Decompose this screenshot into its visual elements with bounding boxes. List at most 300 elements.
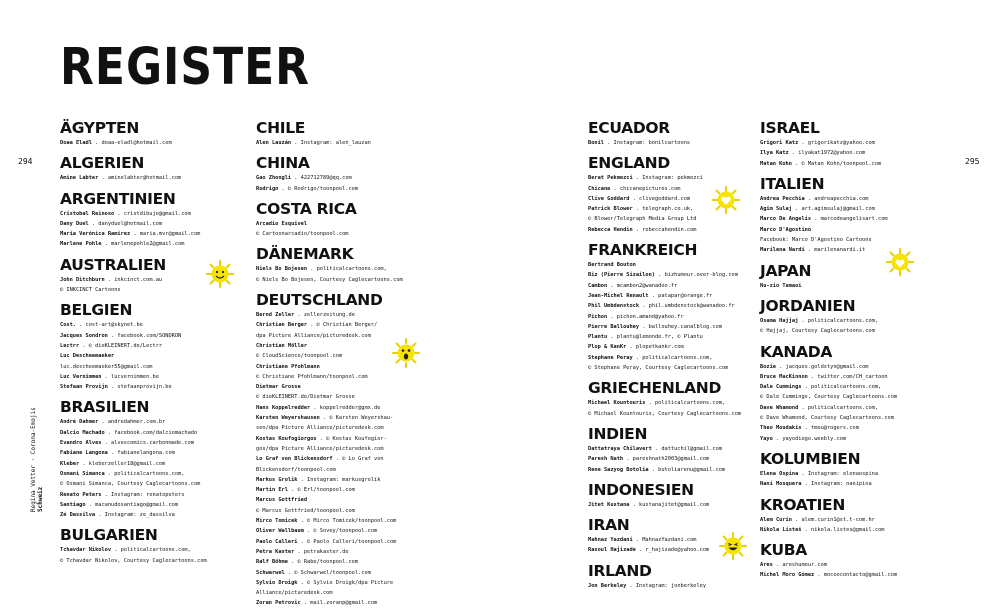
artist-contact: politicalcartoons.com, bbox=[642, 354, 713, 361]
artist-entry: María Verónica Ramírez . maria.mvr@gmail.com bbox=[60, 231, 201, 238]
artist-entry: Agim Sulaj . art.agimsulaj@gmail.com bbox=[760, 206, 875, 213]
page-title: REGISTER bbox=[60, 38, 311, 97]
artist-entry: Bonil . Instagram: bonilcartoons bbox=[588, 140, 691, 146]
artist-contact: pichon.amand@yahoo.fr bbox=[616, 313, 684, 320]
artist-entry bbox=[60, 351, 225, 361]
artist-name: Osmani Simanca bbox=[60, 470, 105, 477]
emoji-credit bbox=[30, 407, 44, 512]
artist-name: Chicane bbox=[588, 185, 611, 192]
artist-entry bbox=[256, 444, 421, 454]
artist-entry: Paolo Calleri . © Paolo Calleri/toonpool.com bbox=[256, 538, 397, 545]
artist-entry: Rebecca Hendin . rebeccahendin.com bbox=[588, 226, 697, 233]
artist-contact: patapar@orange.fr bbox=[658, 292, 713, 299]
country-heading: ÄGYPTEN bbox=[60, 119, 139, 137]
artist-entry bbox=[256, 506, 421, 516]
artist-contact: Facebook: Marco D'Agostino Cartoons bbox=[760, 237, 872, 244]
artist-contact: © Dave Whamond, Courtesy Caglecartoons.com bbox=[760, 415, 894, 422]
artist-contact: inkcinct.com.au bbox=[114, 276, 163, 283]
artist-name: Theo Moudakis bbox=[760, 425, 802, 432]
country-section bbox=[760, 120, 925, 169]
artist-contact: alvescomics.carbonmade.com bbox=[111, 440, 194, 447]
artist-name: Paolo Calleri bbox=[256, 538, 298, 545]
artist-contact: grigorikatz@yahoo.com bbox=[807, 140, 875, 146]
artist-entry: Andrea Pecchia . andreapecchia.com bbox=[760, 195, 869, 202]
artist-name: Tchavdar Nikolov bbox=[60, 547, 112, 554]
artist-entry: Martin Erl . © Erl/toonpool.com bbox=[256, 487, 355, 494]
artist-contact: petrakaster.de bbox=[303, 548, 349, 555]
artist-entry: Bruce MacKinnon . twitter.com/CH_cartoon bbox=[760, 373, 888, 380]
artist-name: Hans Koppelredder bbox=[256, 404, 311, 411]
artist-name: Pichon bbox=[588, 313, 608, 320]
artist-entry: Theo Moudakis . tmou@rogers.com bbox=[760, 425, 859, 432]
country-heading: COSTA RICA bbox=[256, 199, 357, 218]
artist-entry bbox=[256, 275, 421, 285]
artist-name: Lectrr bbox=[60, 342, 80, 349]
artist-contact: mcambon2@wanadoo.fr bbox=[616, 282, 678, 289]
artist-contact: © CloudScience/toonpool.com bbox=[256, 353, 343, 360]
country-heading: ITALIEN bbox=[760, 174, 825, 193]
artist-contact: zellerzeitung.de bbox=[303, 312, 355, 319]
artist-entry bbox=[60, 362, 225, 372]
country-heading: BELGIEN bbox=[60, 301, 133, 320]
artist-name: Bruce MacKinnon bbox=[760, 373, 808, 380]
artist-contact: Instagram: ze_dassilva bbox=[104, 512, 175, 519]
artist-contact: © Michael Kountouris, Courtesy Caglecartoons.com bbox=[588, 410, 742, 417]
country-section bbox=[60, 257, 225, 296]
artist-contact: dpa Picture Alliance/picturedesk.com bbox=[256, 332, 371, 339]
artist-entry: Marilena Nardi . marilenanardi.it bbox=[760, 247, 866, 254]
artist-entry: Nikola Listeš . nikola.listes@gmail.com bbox=[760, 526, 885, 533]
artist-name: Jitet Kustana bbox=[588, 501, 630, 508]
country-heading: GRIECHENLAND bbox=[588, 379, 722, 398]
artist-contact: yayodiego.weebly.com bbox=[782, 435, 847, 442]
artist-name: Michel Moro Gómez bbox=[760, 572, 815, 579]
artist-contact: mail.zoranp@gmail.com bbox=[310, 600, 378, 607]
artist-contact: kustanajitet@gmail.com bbox=[639, 501, 710, 508]
artist-contact: facebook.com/dalciomachado bbox=[114, 429, 198, 436]
country-heading: DÄNEMARK bbox=[256, 245, 354, 264]
country-section bbox=[60, 527, 225, 566]
country-section bbox=[588, 426, 753, 475]
artist-contact: Instagram: alen_lauzan bbox=[300, 140, 371, 146]
artist-name: Rasoul Hajizade bbox=[588, 547, 636, 554]
artist-entry bbox=[256, 229, 421, 239]
artist-entry: Christian Berger . © Christian Berger/ bbox=[256, 322, 378, 329]
artist-name: Santiago bbox=[60, 501, 86, 508]
artist-entry: Marco De Angelis . marcodeangelisart.com bbox=[760, 216, 888, 223]
register-column-1 bbox=[60, 120, 225, 573]
artist-contact: plantu@lemonde.fr, © Plantu bbox=[616, 334, 703, 341]
artist-entry bbox=[588, 363, 753, 373]
artist-name: Martin Erl bbox=[256, 487, 288, 494]
artist-contact: luc.descheemaeker55@gmail.com bbox=[60, 363, 153, 370]
corona-emoji-heart-eyes-icon bbox=[886, 248, 914, 276]
artist-name: Bonil bbox=[588, 140, 604, 146]
artist-contact: clivegoddard.com bbox=[639, 195, 691, 202]
artist-contact: mocoocontacto@gmail.com bbox=[823, 572, 898, 579]
artist-name: Jon Berkeley bbox=[588, 582, 627, 589]
artist-contact: © dieKLEINERT.de/Lectrr bbox=[88, 342, 163, 349]
artist-contact: sen/dpa Picture Alliance/picturedesk.com bbox=[256, 425, 384, 432]
artist-contact: politicalcartoons.com, bbox=[316, 266, 387, 273]
corona-emoji-laughing-icon bbox=[718, 532, 748, 560]
artist-name: Bozie bbox=[760, 363, 776, 370]
artist-name: Jacques Sondron bbox=[60, 332, 108, 339]
artist-contact: alem.curin1@st.t-com.hr bbox=[801, 516, 875, 523]
corona-emoji-shocked-icon bbox=[392, 338, 420, 368]
artist-contact: rebeccahendin.com bbox=[642, 226, 697, 233]
country-section bbox=[60, 155, 225, 183]
artist-entry: Ilya Katz . ilyakat1972@yahoo.com bbox=[760, 150, 866, 157]
artist-entry bbox=[760, 326, 925, 336]
artist-contact: art.agimsulaj@gmail.com bbox=[801, 206, 875, 213]
artist-entry: Jitet Kustana . kustanajitet@gmail.com bbox=[588, 501, 710, 508]
artist-entry: Nani Mosquera . Instagram: nanipina bbox=[760, 481, 872, 488]
artist-entry: Hans Koppelredder . koppelredder@gmx.de bbox=[256, 404, 381, 411]
artist-entry bbox=[60, 479, 225, 489]
country-heading: JAPAN bbox=[760, 261, 812, 280]
artist-entry: Bernd Zeller . zellerzeitung.de bbox=[256, 312, 355, 319]
artist-name: Cost. bbox=[60, 322, 76, 329]
artist-entry bbox=[256, 392, 421, 402]
artist-name: Marcus Gottfried bbox=[256, 497, 308, 504]
artist-contact: © Rodrigo/toonpool.com bbox=[287, 185, 359, 192]
artist-name: Cambon bbox=[588, 282, 608, 289]
artist-contact: aminelabter@hotmail.com bbox=[107, 175, 182, 182]
artist-entry: Alen Lauzán . Instagram: alen_lauzan bbox=[256, 140, 371, 146]
artist-name: Sylvio Droigk bbox=[256, 579, 298, 586]
artist-name: Nani Mosquera bbox=[760, 481, 802, 488]
artist-name: Ares bbox=[760, 562, 773, 569]
artist-contact: © Schwarwel/toonpool.com bbox=[294, 569, 371, 576]
artist-contact: doaa-eladl@hotmail.com bbox=[101, 140, 172, 146]
artist-entry: Jean-Michel Renault . patapar@orange.fr bbox=[588, 292, 713, 299]
artist-name: Dave Whamond bbox=[760, 404, 799, 411]
artist-name: Plop & KanKr bbox=[588, 344, 627, 351]
artist-name: Andrea Pecchia bbox=[760, 195, 805, 202]
country-section bbox=[256, 246, 421, 285]
artist-name: Kostas Koufogiorgos bbox=[256, 435, 317, 442]
artist-name: Marlene Pohle bbox=[60, 241, 102, 248]
country-heading: ECUADOR bbox=[588, 119, 670, 137]
artist-contact: © Kostas Koufogior- bbox=[326, 435, 387, 442]
country-section bbox=[588, 563, 753, 591]
artist-contact: andredahmer.com.br bbox=[107, 419, 166, 426]
artist-entry: Pierre Ballouhey . ballouhey.canalblog.com bbox=[588, 323, 722, 330]
artist-entry: Cambon . mcambon2@wanadoo.fr bbox=[588, 282, 678, 289]
artist-name: Christian Möller bbox=[256, 342, 308, 349]
artist-name: Renato Peters bbox=[60, 491, 102, 498]
artist-contact: MahnazYazdani.com bbox=[642, 537, 697, 544]
artist-entry: Dattatraya Chilavert . dattuchil@gmail.com bbox=[588, 445, 722, 452]
artist-entry: Cristobal Reinoso . cristdibujo@gmail.com bbox=[60, 210, 191, 217]
artist-entry: Markus Grolik . Instagram: markusgrolik bbox=[256, 476, 381, 483]
artist-contact: nikola.listes@gmail.com bbox=[811, 526, 885, 533]
artist-entry: Osama Hajjaj . politicalcartoons.com, bbox=[760, 317, 879, 324]
artist-name: Dietmar Grosse bbox=[256, 384, 301, 391]
artist-name: Plantu bbox=[588, 334, 608, 341]
artist-contact: stefaanprovijn.be bbox=[117, 384, 172, 391]
artist-name: Bernd Zeller bbox=[256, 312, 295, 319]
corona-emoji-heart-icon bbox=[712, 186, 740, 214]
artist-contact: © Rabe/toonpool.com bbox=[297, 559, 359, 566]
artist-name: Gao Zhongli bbox=[256, 175, 292, 182]
artist-entry: Ralf Böhme . © Rabe/toonpool.com bbox=[256, 559, 359, 566]
artist-entry: Renato Peters . Instagram: renatopeters bbox=[60, 491, 185, 498]
artist-entry: Michel Moro Gómez . mocoocontacto@gmail.com bbox=[760, 572, 898, 579]
artist-entry: Zoran Petrovic . mail.zoranp@gmail.com bbox=[256, 600, 378, 607]
artist-entry: Cost. . cost-art@skynet.be bbox=[60, 322, 143, 329]
artist-entry: Gao Zhongli . 422712789@qq.com bbox=[256, 175, 352, 182]
artist-entry: Jacques Sondron . facebook.com/SONDRON bbox=[60, 332, 182, 339]
artist-name: Agim Sulaj bbox=[760, 206, 792, 213]
artist-name: Mirco Tomicek bbox=[256, 518, 298, 525]
artist-name: Dattatraya Chilavert bbox=[588, 445, 652, 452]
artist-name: Elena Ospina bbox=[760, 470, 799, 477]
artist-contact: bizhumour.over-blog.com bbox=[664, 272, 738, 279]
country-heading: KUBA bbox=[760, 541, 807, 560]
artist-entry bbox=[760, 235, 925, 245]
artist-contact: © Karsten Weyershau- bbox=[329, 415, 394, 422]
artist-entry: Marlene Pohle . marlenepohle2@gmail.com bbox=[60, 241, 185, 248]
artist-name: Nu-zio Tamaoi bbox=[760, 282, 802, 289]
artist-contact: © Stephane Peray, Courtesy Caglecartoons.com bbox=[588, 365, 729, 372]
artist-entry: Stephane Peray . politicalcartoons.com, bbox=[588, 354, 713, 361]
artist-contact: kleberzeller18@gmail.com bbox=[88, 460, 166, 467]
credit-artist: Regina Vetter · Corona-Emojis bbox=[30, 407, 37, 512]
artist-entry: Mirco Tomicek . © Mirco Tomicek/toonpool.com bbox=[256, 518, 397, 525]
artist-name: Yayo bbox=[760, 435, 773, 442]
country-section bbox=[588, 482, 753, 510]
artist-entry: Plop & KanKr . plopetkankr.com bbox=[588, 344, 684, 351]
artist-name: Arcadio Esquivel bbox=[256, 220, 308, 227]
artist-contact: politicalcartoons.com, bbox=[654, 400, 726, 407]
artist-name: Ralf Böhme bbox=[256, 559, 288, 566]
country-heading: INDIEN bbox=[588, 424, 648, 443]
artist-entry bbox=[588, 214, 753, 224]
artist-entry: Doaa Eladl . doaa-eladl@hotmail.com bbox=[60, 140, 172, 146]
corona-emoji-happy-icon bbox=[206, 260, 234, 288]
country-heading: FRANKREICH bbox=[588, 241, 698, 260]
artist-entry: Dave Whamond . politicalcartoons.com, bbox=[760, 404, 879, 411]
artist-name: Markus Grolik bbox=[256, 476, 298, 483]
artist-name: Stefaan Provijn bbox=[60, 384, 108, 391]
artist-entry: Chicane . chicanepictures.com bbox=[588, 185, 681, 192]
artist-name: Marco De Angelis bbox=[760, 216, 812, 223]
artist-contact: © Sylvio Droigk/dpa Picture bbox=[307, 579, 394, 586]
artist-name: Alem Curin bbox=[760, 516, 792, 523]
artist-contact: politicalcartoons.com, bbox=[114, 470, 185, 477]
artist-entry: Pichon . pichon.amand@yahoo.fr bbox=[588, 313, 684, 320]
artist-entry: Phil Umbdenstock . phil.umbdenstock@wanadoo.fr bbox=[588, 303, 735, 310]
artist-name: María Verónica Ramírez bbox=[60, 231, 131, 238]
artist-name: Petra Kaster bbox=[256, 548, 295, 555]
artist-entry bbox=[60, 285, 225, 295]
country-heading: INDONESIEN bbox=[588, 480, 694, 499]
country-heading: ARGENTINIEN bbox=[60, 189, 176, 208]
artist-entry: Dany Duel . danyduel@hotmail.com bbox=[60, 220, 163, 227]
artist-name: Rene Sazyog Botolia bbox=[588, 466, 649, 473]
artist-contact: © Dale Cummings, Courtesy Caglecartoons.com bbox=[760, 394, 898, 401]
country-section bbox=[760, 176, 925, 256]
artist-name: Marco D'Agostino bbox=[760, 226, 812, 233]
artist-entry bbox=[588, 409, 753, 419]
artist-entry bbox=[256, 588, 421, 598]
artist-entry: Osmani Simanca . politicalcartoons.com, bbox=[60, 470, 185, 477]
country-heading: CHINA bbox=[256, 154, 310, 173]
country-heading: AUSTRALIEN bbox=[60, 255, 166, 274]
artist-entry: Mahnaz Yazdani . MahnazYazdani.com bbox=[588, 537, 697, 544]
artist-contact: maria.mvr@gmail.com bbox=[139, 231, 201, 238]
credit-country: Schweiz bbox=[37, 486, 44, 512]
artist-contact: cristdibujo@gmail.com bbox=[123, 210, 191, 217]
artist-contact: telegraph.co.uk, bbox=[642, 206, 694, 213]
artist-entry bbox=[760, 281, 925, 291]
artist-name: Clive Goddard bbox=[588, 195, 630, 202]
artist-entry: Petra Kaster . petrakaster.de bbox=[256, 548, 349, 555]
country-heading: BRASILIEN bbox=[60, 398, 150, 417]
country-heading: ALGERIEN bbox=[60, 154, 145, 173]
artist-entry: Dalcio Machado . facebook.com/dalciomachado bbox=[60, 429, 198, 436]
artist-name: André Dahmer bbox=[60, 419, 99, 426]
country-section bbox=[256, 120, 421, 148]
artist-name: Patrick Blower bbox=[588, 206, 633, 213]
artist-name: Luc Descheemaeker bbox=[60, 353, 115, 360]
artist-entry: Fabiane Langona . fabianelangona.com bbox=[60, 450, 175, 457]
artist-contact: © Lo Graf von bbox=[342, 456, 384, 463]
artist-contact: facebook.com/SONDRON bbox=[117, 332, 182, 339]
artist-contact: © Erl/toonpool.com bbox=[297, 487, 355, 494]
artist-contact: © Hajjaj, Courtesy Caglecartoons.com bbox=[760, 328, 875, 335]
artist-name: Michael Kountouris bbox=[588, 400, 646, 407]
artist-contact: Alliance/picturedesk.com bbox=[256, 590, 333, 597]
artist-name: Ilya Katz bbox=[760, 150, 789, 157]
artist-contact: © Niels Bo Bojesen, Courtesy Caglecartoons.com bbox=[256, 276, 403, 283]
artist-contact: © Marcus Gottfried/toonpool.com bbox=[256, 507, 355, 514]
artist-contact: © Mirco Tomicek/toonpool.com bbox=[307, 518, 397, 525]
artist-name: Christiane Pfohlmann bbox=[256, 363, 320, 370]
artist-name: Karsten Weyershausen bbox=[256, 415, 320, 422]
country-section bbox=[60, 399, 225, 520]
country-section bbox=[60, 191, 225, 250]
artist-contact: © Paolo Calleri/toonpool.com bbox=[307, 538, 397, 545]
artist-entry: Yayo . yayodiego.weebly.com bbox=[760, 435, 847, 442]
artist-entry: Paresh Nath . pareshnath2003@gmail.com bbox=[588, 456, 710, 463]
artist-contact: marilenanardi.it bbox=[814, 247, 866, 254]
artist-contact: politicalcartoons.com, bbox=[807, 317, 879, 324]
artist-entry: Evandro Alves . alvescomics.carbonmade.com bbox=[60, 440, 194, 447]
artist-contact: butoliarenu@gmail.com bbox=[658, 466, 726, 473]
country-heading: IRLAND bbox=[588, 561, 652, 580]
artist-entry: Schwarwel . © Schwarwel/toonpool.com bbox=[256, 569, 371, 576]
artist-name: Luc Vernimmen bbox=[60, 373, 102, 380]
artist-entry: Plantu . plantu@lemonde.fr, © Plantu bbox=[588, 334, 703, 341]
artist-contact: © Matan Kohn/toonpool.com bbox=[801, 160, 882, 167]
artist-name: Evandro Alves bbox=[60, 440, 102, 447]
artist-contact: chicanepictures.com bbox=[619, 185, 681, 192]
artist-contact: © Sovey/toonpool.com bbox=[313, 528, 378, 535]
artist-entry bbox=[256, 219, 421, 229]
artist-contact: ilyakat1972@yahoo.com bbox=[798, 150, 866, 157]
artist-name: Amine Labter bbox=[60, 175, 99, 182]
artist-contact: koppelredder@gmx.de bbox=[319, 404, 381, 411]
country-section bbox=[588, 120, 753, 148]
artist-contact: © Blower/Telegraph Media Group Ltd bbox=[588, 216, 697, 223]
artist-entry bbox=[760, 392, 925, 402]
artist-contact: macanudosantiago@gmail.com bbox=[95, 501, 179, 508]
artist-entry: Biz (Pierre Sizailon) . bizhumour.over-blog.com bbox=[588, 272, 738, 279]
artist-contact: © Osmani Simanca, Courtesy Caglecartoons.com bbox=[60, 481, 201, 488]
artist-contact: politicalcartoons.com, bbox=[120, 547, 191, 554]
artist-entry: Bozie . jacques.goldstyn@gmail.com bbox=[760, 363, 869, 370]
artist-entry: Clive Goddard . clivegoddard.com bbox=[588, 195, 691, 202]
artist-name: Pierre Ballouhey bbox=[588, 323, 640, 330]
artist-contact: marlenepohle2@gmail.com bbox=[111, 241, 185, 248]
artist-entry: Oliver Wallbaum . © Sovey/toonpool.com bbox=[256, 528, 378, 535]
artist-name: Lo Graf von Blickensdorf bbox=[256, 456, 333, 463]
artist-entry: Rene Sazyog Botolia . butoliarenu@gmail.com bbox=[588, 466, 726, 473]
country-section bbox=[256, 155, 421, 194]
artist-contact: © INKCINCT Cartoons bbox=[60, 287, 121, 294]
artist-contact: r_hajizade@yahoo.com bbox=[645, 547, 710, 554]
artist-name: Osama Hajjaj bbox=[760, 317, 799, 324]
artist-contact: © dieKLEINERT.de/Dietmar Grosse bbox=[256, 394, 355, 401]
artist-contact: dattuchil@gmail.com bbox=[661, 445, 722, 452]
country-section bbox=[60, 302, 225, 392]
artist-contact: twitter.com/CH_cartoon bbox=[817, 373, 888, 380]
artist-entry: Santiago . macanudosantiago@gmail.com bbox=[60, 501, 179, 508]
artist-contact: Instagram: nanipina bbox=[811, 481, 872, 488]
country-section bbox=[256, 201, 421, 240]
country-heading: IRAN bbox=[588, 516, 630, 535]
country-heading: CHILE bbox=[256, 119, 306, 137]
artist-name: Zoran Petrovic bbox=[256, 600, 301, 607]
page-number-left: 294 bbox=[18, 157, 33, 166]
artist-name: Mahnaz Yazdani bbox=[588, 537, 633, 544]
artist-entry bbox=[256, 465, 421, 475]
artist-name: Alen Lauzán bbox=[256, 140, 292, 146]
artist-name: Bertrand Bouton bbox=[588, 262, 636, 269]
artist-name: Schwarwel bbox=[256, 569, 285, 576]
artist-entry bbox=[256, 495, 421, 505]
artist-name: Dalcio Machado bbox=[60, 429, 105, 436]
country-heading: ENGLAND bbox=[588, 154, 670, 173]
artist-contact: © Cartoonarcadio/toonpool.com bbox=[256, 231, 349, 238]
artist-contact: cost-art@skynet.be bbox=[85, 322, 143, 329]
artist-name: Zé Dassilva bbox=[60, 512, 96, 519]
artist-entry: Amine Labter . aminelabter@hotmail.com bbox=[60, 175, 182, 182]
artist-name: Phil Umbdenstock bbox=[588, 303, 640, 310]
artist-contact: jacques.goldstyn@gmail.com bbox=[785, 363, 869, 370]
artist-name: Dany Duel bbox=[60, 220, 89, 227]
artist-contact: Instagram: pekmezci bbox=[642, 175, 703, 182]
artist-entry: Lo Graf von Blickensdorf . © Lo Graf von bbox=[256, 456, 384, 463]
artist-entry bbox=[256, 382, 421, 392]
artist-entry bbox=[60, 556, 225, 566]
country-heading: KOLUMBIEN bbox=[760, 449, 861, 468]
artist-contact: lucvernimmen.be bbox=[111, 373, 159, 380]
artist-entry: Luc Vernimmen . lucvernimmen.be bbox=[60, 373, 159, 380]
artist-name: Marilena Nardi bbox=[760, 247, 805, 254]
artist-entry: Alem Curin . alem.curin1@st.t-com.hr bbox=[760, 516, 875, 523]
country-section bbox=[588, 380, 753, 419]
artist-name: Matan Kohn bbox=[760, 160, 792, 167]
artist-name: Rodrigo bbox=[256, 185, 279, 192]
artist-entry: Kleber . kleberzeller18@gmail.com bbox=[60, 460, 166, 467]
artist-entry bbox=[760, 413, 925, 423]
artist-entry: Kostas Koufogiorgos . © Kostas Koufogior- bbox=[256, 435, 387, 442]
artist-contact: plopetkankr.com bbox=[635, 344, 684, 351]
